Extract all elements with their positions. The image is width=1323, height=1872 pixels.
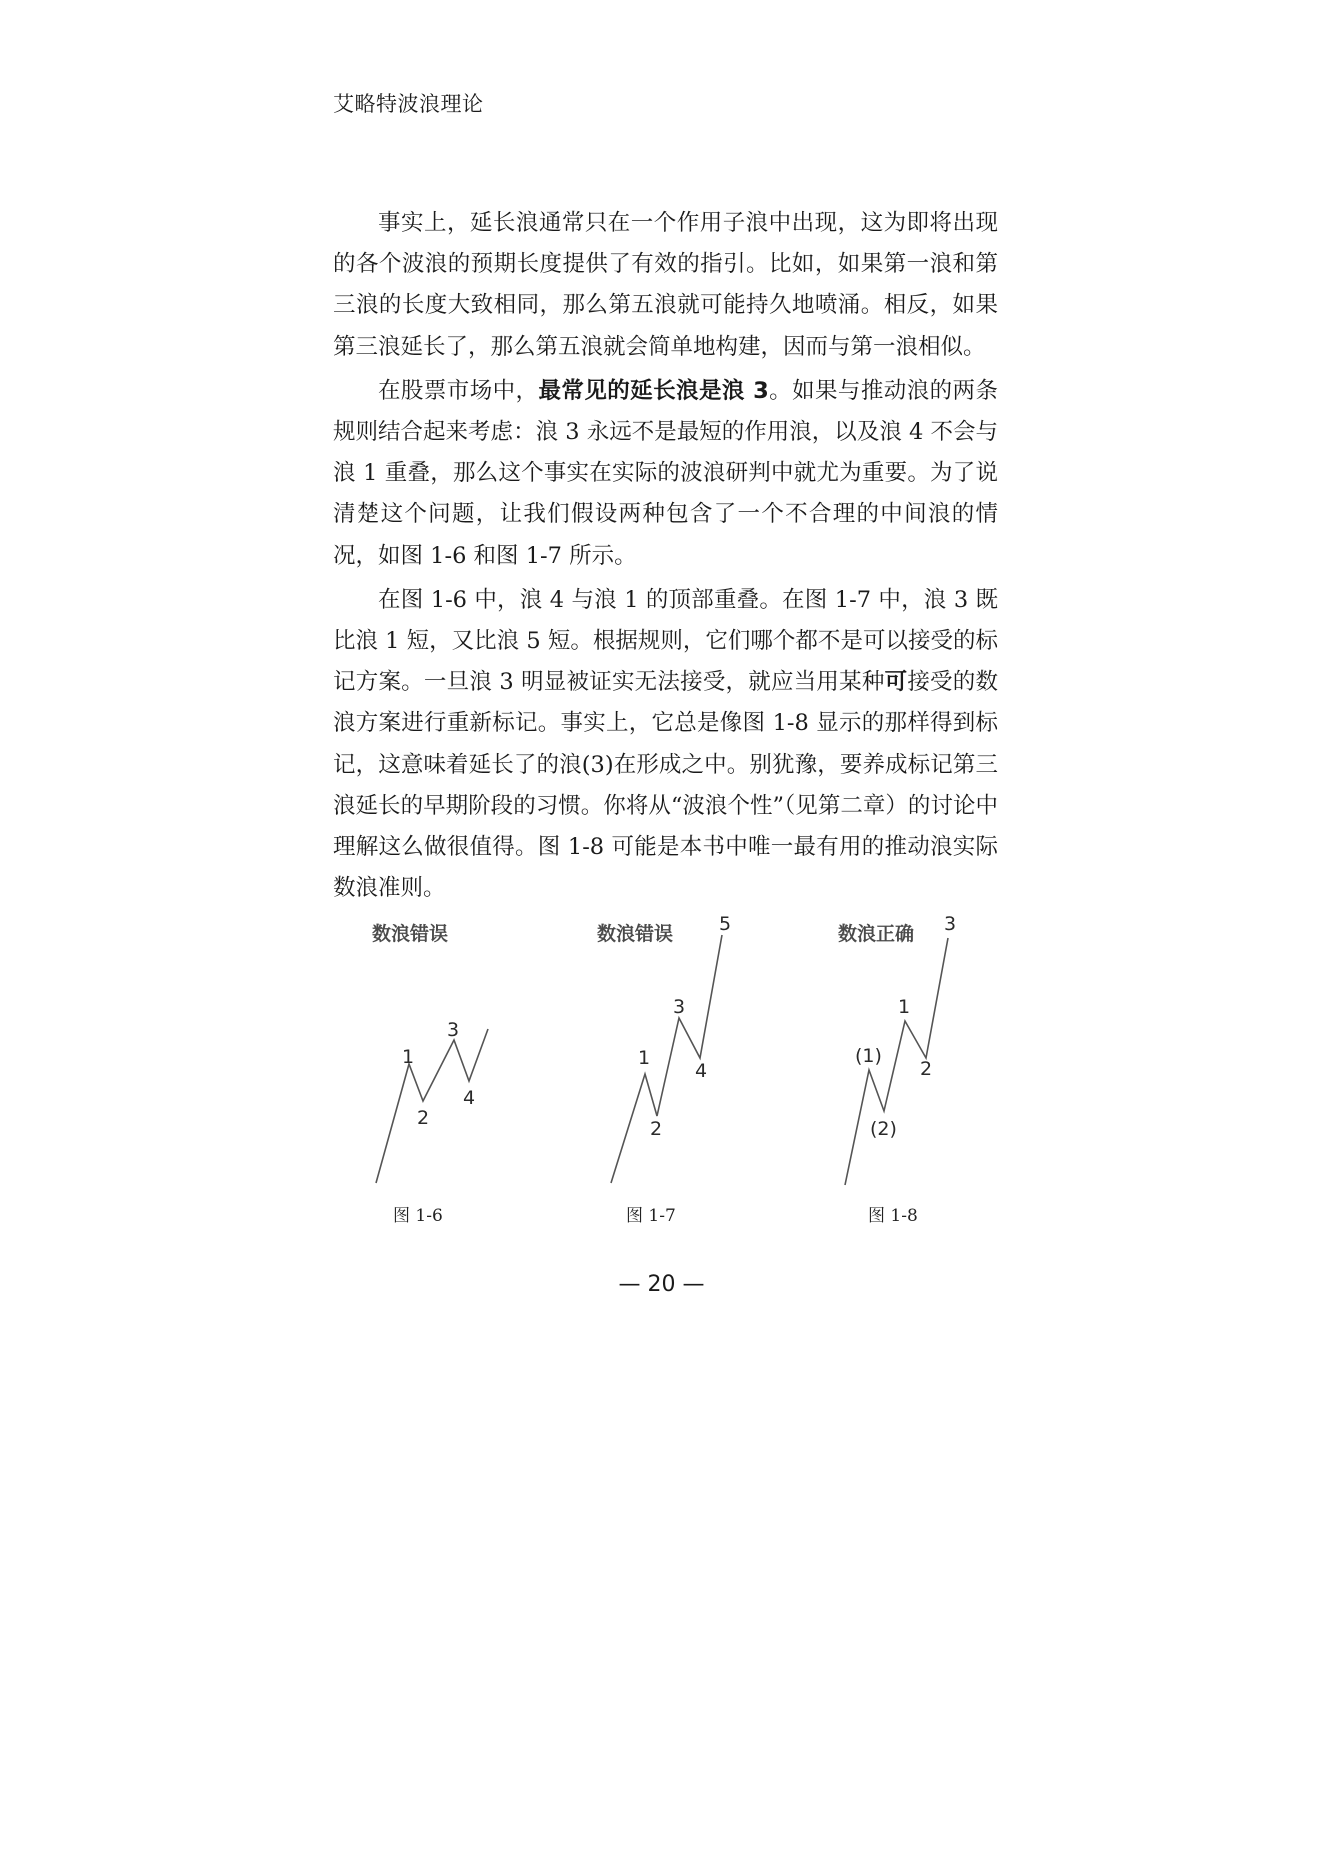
figure-1-7-label-3: 3	[673, 996, 686, 1018]
figure-1-6-caption: 图 1-6	[393, 1206, 443, 1226]
paragraph-2	[333, 371, 998, 577]
figure-1-8-label-5: 3	[944, 913, 957, 935]
figure-1-7-title: 数浪错误	[597, 923, 674, 945]
paragraph-2-emphasis: 最常见的延长浪是浪 3	[538, 377, 769, 404]
paragraph-1: 事实上，延长浪通常只在一个作用子浪中出现，这为即将出现的各个波浪的预期长度提供了有效的指引。比如，如果第一浪和第三浪的长度大致相同，那么第五浪就可能持久地喷涌。相反，如果第三浪延长了，那么第五浪就会简单地构建，因而与第一浪相似。	[333, 210, 998, 360]
figure-1-7-wave	[611, 935, 722, 1183]
figure-1-8-label-4: 2	[920, 1058, 933, 1080]
figure-1-7-label-4: 4	[695, 1060, 708, 1082]
figure-1-6	[372, 922, 488, 1226]
paragraph-3-emphasis: 可	[884, 669, 908, 696]
figure-1-6-wave	[376, 1029, 488, 1183]
paragraph-3-part-b: 接受的数浪方案进行重新标记。事实上，它总是像图 1-8 显示的那样得到标记，这意味着延长了的浪(3)在形成之中。别犹豫，要养成标记第三浪延长的早期阶段的习惯。你将从“波浪个性”（见第二章）的讨论中理解这么做很值得。图 1-8 可能是本书中唯一最有用的推动浪实际数浪准则。	[333, 669, 998, 902]
figure-1-6-label-3: 3	[447, 1019, 460, 1041]
figure-1-8-label-2: (2)	[870, 1118, 897, 1140]
figure-1-7-label-2: 2	[650, 1118, 663, 1140]
paragraph-3-part-a: 在图 1-6 中，浪 4 与浪 1 的顶部重叠。在图 1-7 中，浪 3 既比浪 1 短，又比浪 5 短。根据规则，它们哪个都不是可以接受的标记方案。一旦浪 3 明显被证实无法接受，就应当用某种	[333, 586, 998, 696]
figure-1-7-label-1: 1	[638, 1047, 651, 1069]
figure-1-7	[597, 913, 731, 1226]
figure-1-8-title: 数浪正确	[838, 923, 915, 945]
figure-1-8-wave	[845, 938, 948, 1185]
figure-1-8-label-3: 1	[898, 996, 911, 1018]
page-number: — 20 —	[618, 1272, 705, 1297]
figure-1-8	[838, 913, 956, 1226]
paragraph-3	[333, 580, 998, 910]
figure-1-6-title: 数浪错误	[372, 923, 449, 945]
figure-1-7-caption: 图 1-7	[626, 1206, 676, 1226]
paragraph-2-lead: 在股票市场中，	[378, 377, 539, 404]
figure-1-8-caption: 图 1-8	[868, 1206, 918, 1226]
figure-1-7-label-5: 5	[719, 913, 732, 935]
figure-1-6-label-2: 2	[417, 1107, 430, 1129]
paragraph-2-rest: 。如果与推动浪的两条规则结合起来考虑：浪 3 永远不是最短的作用浪，以及浪 4 不会与浪 1 重叠，那么这个事实在实际的波浪研判中就尤为重要。为了说清楚这个问题，让我们假设两种包含了一个不合理的中间浪的情况，如图 1-6 和图 1-7 所示。	[333, 377, 998, 569]
body-text	[333, 203, 998, 912]
figure-1-6-label-4: 4	[463, 1087, 476, 1109]
figure-1-8-label-1: (1)	[855, 1045, 882, 1067]
figure-1-6-label-1: 1	[402, 1046, 415, 1068]
running-header: 艾略特波浪理论	[333, 92, 484, 116]
